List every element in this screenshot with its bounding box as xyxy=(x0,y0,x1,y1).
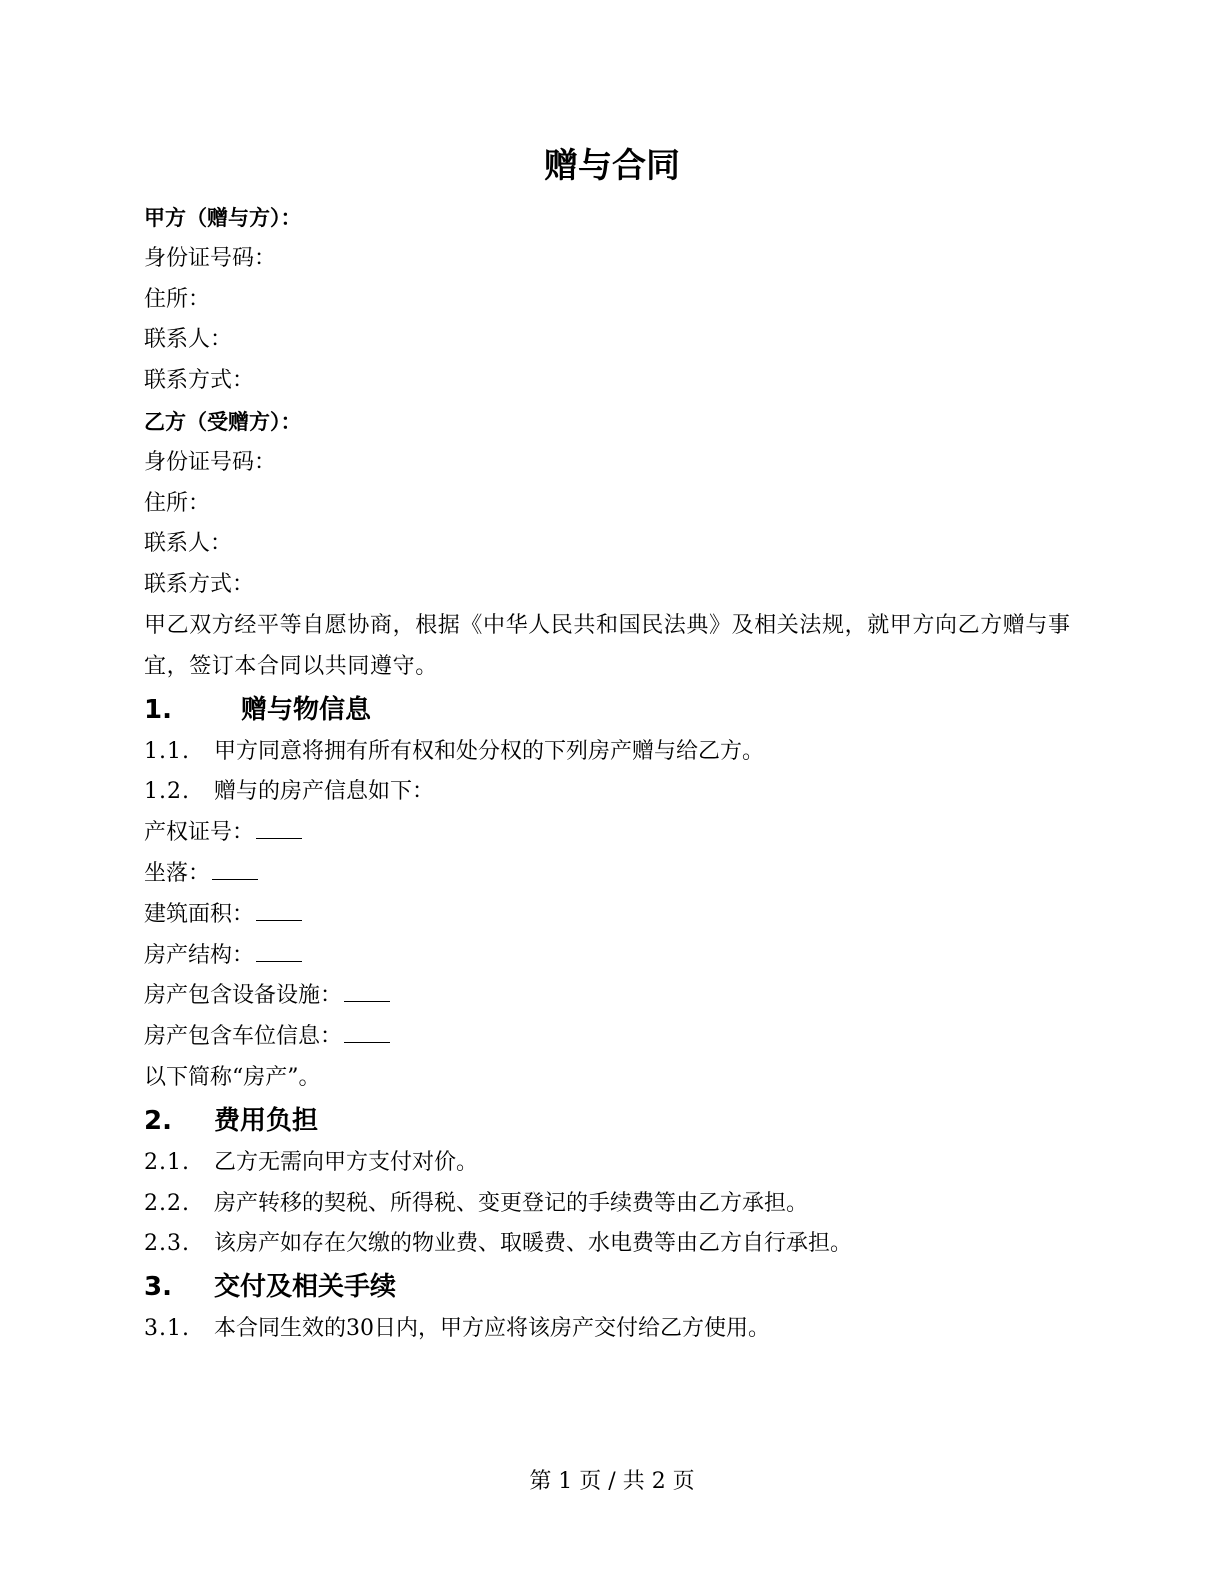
field-label: 建筑面积： xyxy=(144,901,255,927)
party-a-address-label: 住所： xyxy=(144,286,211,312)
clause-text: 赠与的房产信息如下： xyxy=(214,779,435,805)
page-footer: 第 1 页 / 共 2 页 xyxy=(529,1469,695,1494)
clause xyxy=(144,1224,1080,1265)
section-closing: 以下简称“房产”。 xyxy=(144,1064,321,1090)
section-title: 交付及相关手续 xyxy=(214,1272,397,1303)
property-field xyxy=(144,854,1080,895)
field-label: 产权证号： xyxy=(144,820,255,846)
party-b-id-label: 身份证号码： xyxy=(144,449,277,475)
property-field xyxy=(144,813,1080,854)
property-field xyxy=(144,976,1080,1017)
party-b-contact-person-label: 联系人： xyxy=(144,531,233,557)
field-label: 房产结构： xyxy=(144,942,255,968)
document-body xyxy=(144,198,1080,1350)
section-title: 赠与物信息 xyxy=(241,694,372,725)
fill-blank xyxy=(256,943,302,962)
property-field xyxy=(144,936,1080,977)
party-a-id-label: 身份证号码： xyxy=(144,245,277,271)
fill-blank xyxy=(256,902,302,921)
field-label: 房产包含设备设施： xyxy=(144,983,343,1009)
clause-text: 甲方同意将拥有所有权和处分权的下列房产赠与给乙方。 xyxy=(214,738,765,764)
section-number: 2. xyxy=(144,1105,172,1136)
clause xyxy=(144,732,1080,773)
party-b-heading: 乙方（受赠方）： xyxy=(144,409,302,434)
document-title: 赠与合同 xyxy=(544,146,680,186)
clause-text: 本合同生效的30日内，甲方应将该房产交付给乙方使用。 xyxy=(214,1316,770,1342)
fill-blank xyxy=(344,983,390,1002)
field-label: 房产包含车位信息： xyxy=(144,1024,343,1050)
clause-text: 乙方无需向甲方支付对价。 xyxy=(214,1149,479,1175)
clause-text: 房产转移的契税、所得税、变更登记的手续费等由乙方承担。 xyxy=(214,1190,809,1216)
clause-text: 该房产如存在欠缴的物业费、取暖费、水电费等由乙方自行承担。 xyxy=(214,1231,853,1257)
clause-number: 2.3. xyxy=(144,1231,190,1257)
fill-blank xyxy=(256,820,302,839)
section-number: 3. xyxy=(144,1272,172,1303)
clause-number: 1.2. xyxy=(144,779,190,805)
party-a-contact-info-label: 联系方式： xyxy=(144,368,255,394)
section-title: 费用负担 xyxy=(214,1105,319,1136)
party-a-contact-person-label: 联系人： xyxy=(144,327,233,353)
clause xyxy=(144,1143,1080,1184)
section-heading xyxy=(144,688,1080,732)
clause-number: 2.2. xyxy=(144,1190,190,1216)
clause-number: 3.1. xyxy=(144,1316,190,1342)
field-label: 坐落： xyxy=(144,860,211,886)
clause xyxy=(144,772,1080,813)
party-b-contact-info-label: 联系方式： xyxy=(144,572,255,598)
preamble-paragraph: 甲乙双方经平等自愿协商，根据《中华人民共和国民法典》及相关法规，就甲方向乙方赠与事宜，签订本合同以共同遵守。 xyxy=(144,612,1071,679)
clause xyxy=(144,1309,1080,1350)
fill-blank xyxy=(344,1024,390,1043)
section-number: 1. xyxy=(144,694,172,725)
party-a-heading: 甲方（赠与方）： xyxy=(144,206,302,230)
party-b-address-label: 住所： xyxy=(144,490,211,516)
fill-blank xyxy=(212,861,258,880)
property-field xyxy=(144,1017,1080,1058)
section-heading xyxy=(144,1265,1080,1309)
property-field xyxy=(144,895,1080,936)
section-heading xyxy=(144,1099,1080,1143)
clause-number: 1.1. xyxy=(144,738,190,764)
clause xyxy=(144,1184,1080,1225)
clause-number: 2.1. xyxy=(144,1149,190,1175)
